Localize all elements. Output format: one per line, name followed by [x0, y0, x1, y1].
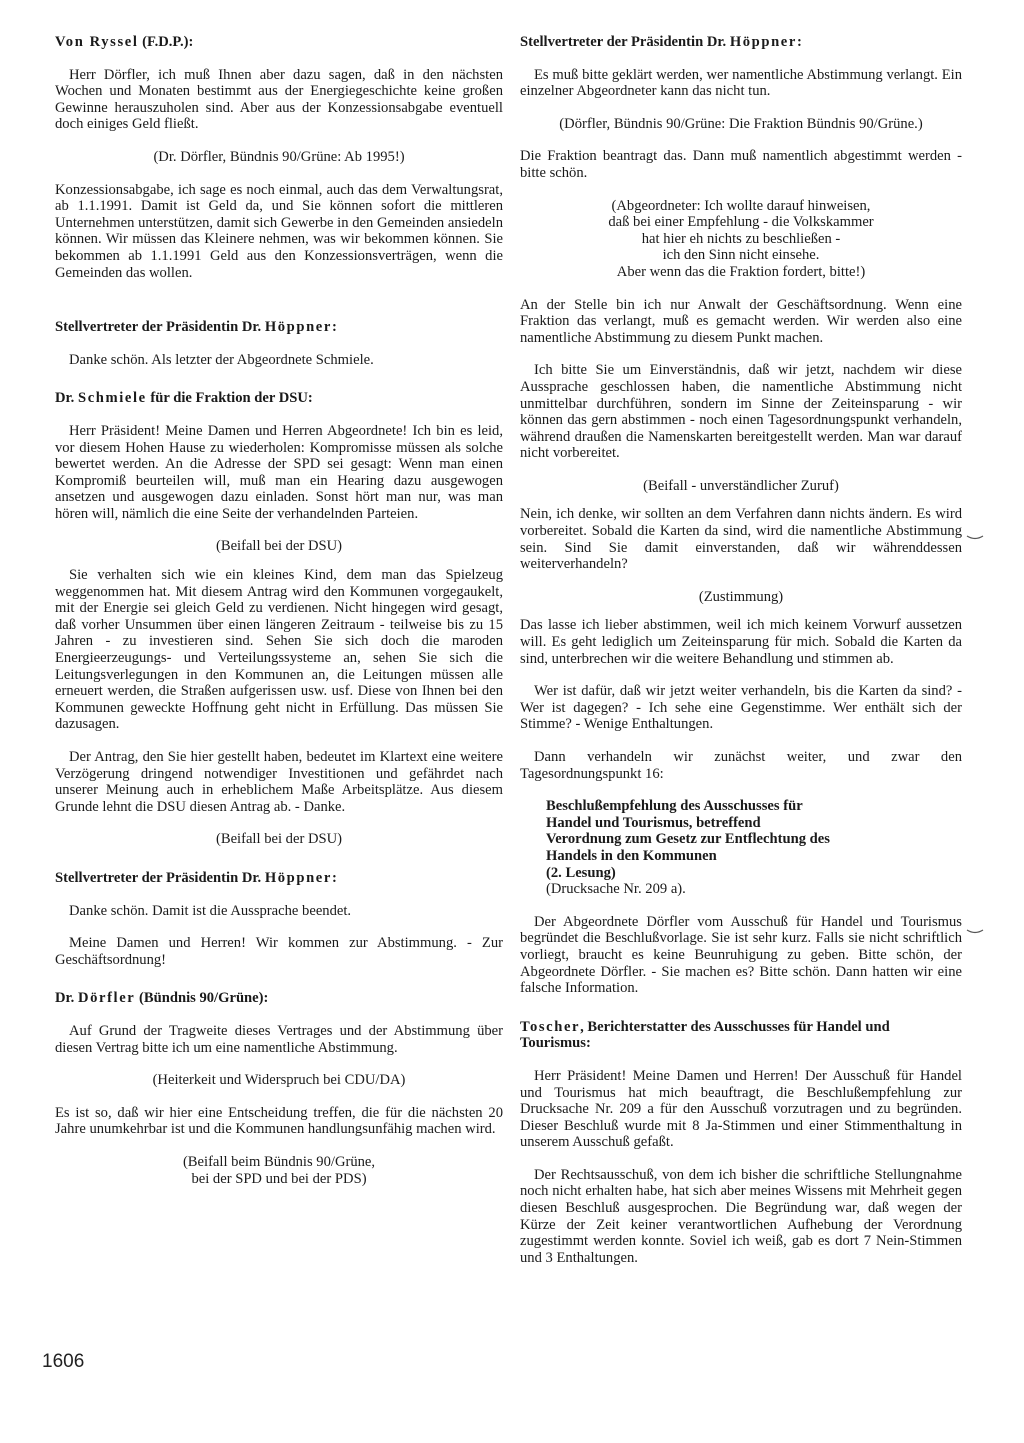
paragraph: Ich bitte Sie um Einverständnis, daß wir jetzt, nachdem wir diese Aussprache geschlossen haben, die namentliche Abstimmung nicht unmittelbar durchführen, sondern im Sinne der Zeiteinsparung - wir können das gern abstimmen - noch einen Tagesordnungspunkt verhandeln, während draußen die Namenskarten bereitgestellt werden. Man war darauf nicht vorbereitet.	[520, 362, 962, 462]
paragraph: Der Abgeordnete Dörfler vom Ausschuß für Handel und Tourismus begründet die Beschlußvorlage. Sie ist sehr kurz. Falls sie nicht schriftlich vorliegt, braucht es keine Beunruhigung zu geben. Bitte schön, der Abgeordnete Dörfler. - Sie machen es? Bitte schön. Dann hatten wir eine falsche Information.	[520, 913, 962, 997]
agenda-item	[546, 798, 962, 898]
paragraph: An der Stelle bin ich nur Anwalt der Geschäftsordnung. Wenn eine Fraktion das verlangt, muß es gemacht werden. Wir werden also eine namentliche Abstimmung zu diesem Punkt machen.	[520, 296, 962, 346]
interjection-line: daß bei einer Empfehlung - die Volkskammer	[608, 214, 874, 231]
paragraph: Danke schön. Damit ist die Aussprache beendet.	[69, 902, 352, 919]
paragraph: Herr Präsident! Meine Damen und Herren! Der Ausschuß für Handel und Tourismus hat mich beauftragt, die Beschlußempfehlung zur Drucksache Nr. 209 a für den Ausschuß vorzutragen und zu begründen. Dieser Beschluß wurde mit 8 Ja-Stimmen und einer Stimmenthaltung in unserem Ausschuß gefaßt.	[520, 1067, 962, 1151]
interjection: (Dr. Dörfler, Bündnis 90/Grüne: Ab 1995!)	[153, 148, 405, 165]
paragraph: Es muß bitte geklärt werden, wer namentliche Abstimmung verlangt. Ein einzelner Abgeordneter kann das nicht tun.	[520, 66, 962, 100]
agenda-line: Verordnung zum Gesetz zur Entflechtung des	[546, 831, 830, 848]
paragraph: Dann verhandeln wir zunächst weiter, und zwar den Tagesordnungspunkt 16:	[520, 749, 962, 782]
interjection: (Zustimmung)	[698, 588, 784, 605]
paragraph: Herr Präsident! Meine Damen und Herren Abgeordnete! Ich bin es leid, vor diesem Hohen Hause zu wiederholen: Kompromisse müssen als solche bewertet werden. An die Adresse der SPD sei gesagt: Wenn man einen Kompromiß beurteilen will, muß man ein Hearing dazu ausgewogen ansetzen und ausgewogen dazu einladen. Sonst hört man nur, was man hören will, nämlich die eine Seite der verhandelnden Parteien.	[55, 422, 503, 522]
paragraph: Auf Grund der Tragweite dieses Vertrages und der Abstimmung über diesen Vertrag bitte ich um eine namentliche Abstimmung.	[55, 1022, 503, 1056]
paragraph: Es ist so, daß wir hier eine Entscheidung treffen, die für die nächsten 20 Jahre unumkehrbar ist und die Kommunen handlungsunfähig machen wird.	[55, 1104, 503, 1138]
paragraph: Die Fraktion beantragt das. Dann muß namentlich abgestimmt werden - bitte schön.	[520, 148, 962, 181]
right-column	[520, 34, 962, 1266]
interjection: (Dörfler, Bündnis 90/Grüne: Die Fraktion Bündnis 90/Grüne.)	[559, 115, 923, 132]
interjection-line: hat hier eh nichts zu beschließen -	[641, 230, 841, 247]
speaker-heading: Von Ryssel (F.D.P.):	[55, 34, 194, 50]
paragraph: Der Antrag, den Sie hier gestellt haben, bedeutet im Klartext eine weitere Verzögerung dringend notwendiger Investitionen und gefährdet nach unserer Meinung auch in erheblichem Maße Arbeitsplätze. Aus diesem Grunde lehnt die DSU diesen Antrag ab. - Danke.	[55, 749, 503, 815]
agenda-reference: (Drucksache Nr. 209 a).	[546, 881, 686, 898]
interjection-line: bei der SPD und bei der PDS)	[191, 1170, 367, 1187]
interjection: (Beifall - unverständlicher Zuruf)	[643, 477, 839, 494]
paragraph: Herr Dörfler, ich muß Ihnen aber dazu sagen, daß in den nächsten Wochen und Monaten bestimmt aus der Energiegeschichte keine großen Gewinne herauszuholen sind. Aber aus der Konzessionsabgabe eventuell doch einiges Geld fließt.	[55, 66, 503, 133]
margin-mark	[966, 928, 984, 936]
speaker-heading: Stellvertreter der Präsidentin Dr. Höppner:	[520, 34, 802, 50]
paragraph: Wer ist dafür, daß wir jetzt weiter verhandeln, bis die Karten da sind? - Wer ist dagegen? - Ich sehe eine Gegenstimme. Wer enthält sich der Stimme? - Wenige Enthaltungen.	[520, 683, 962, 733]
speaker-heading: Stellvertreter der Präsidentin Dr. Höppner:	[55, 869, 337, 886]
speaker-heading: Toscher, Berichterstatter des Ausschusses für Handel und Tourismus:	[520, 1018, 890, 1052]
paragraph: Sie verhalten sich wie ein kleines Kind, dem man das Spielzeug weggenommen hat. Mit diesem Antrag wird den Kommunen vorgegaukelt, mit der Energie sei gleich Geld zu verdienen. Nicht hingegen wird gesagt, daß vorher Unsummen über einen längeren Zeitraum - teilweise bis zu 15 Jahren - zu investieren sind. Sehen Sie sich doch die maroden Energieerzeugungs- und Verteilungssysteme an, sehen Sie sich die Leitungsverlegungen in den Kommunen an, die Leitungen müssen alle erneuert werden, die Straßen aufgerissen usw. usf. Diese von Ihnen bei den Kommunen geweckte Hoffnung geht nicht in Erfüllung. Das müssen Sie dazusagen.	[55, 567, 503, 733]
interjection-line: (Abgeordneter: Ich wollte darauf hinweisen,	[611, 197, 871, 214]
agenda-line: (2. Lesung)	[546, 864, 616, 881]
paragraph: Konzessionsabgabe, ich sage es noch einmal, auch das dem Verwaltungsrat, ab 1.1.1991. Damit ist Geld da, und Sie können sofort die mittleren Unternehmen unterstützen, damit sich Gewerbe in den Gemeinden ansiedeln können. Wir müssen das Kleinere nehmen, was wir bekommen können. Sie bekommen ab 1.1.1991 Geld aus den Konzessionsverträgen, wenn die Gemeinden das wollen.	[55, 181, 503, 281]
interjection-line: Aber wenn das die Fraktion fordert, bitte!)	[616, 263, 866, 280]
agenda-line: Handel und Tourismus, betreffend	[546, 814, 761, 831]
left-column	[55, 34, 503, 1187]
interjection-line: (Beifall beim Bündnis 90/Grüne,	[182, 1153, 376, 1170]
paragraph: Nein, ich denke, wir sollten an dem Verfahren dann nichts ändern. Es wird vorbereitet. Sobald die Karten da sind, wird die namentliche Abstimmung sein. Sind Sie damit einverstanden, daß wir währenddessen weiterverhandeln?	[520, 506, 962, 573]
interjection: (Beifall bei der DSU)	[215, 538, 343, 555]
margin-mark	[966, 534, 984, 542]
agenda-line: Beschlußempfehlung des Ausschusses für	[546, 798, 803, 815]
speaker-heading: Dr. Dörfler (Bündnis 90/Grüne):	[55, 990, 269, 1007]
page-number: 1606	[42, 1351, 85, 1372]
paragraph: Der Rechtsausschuß, von dem ich bisher die schriftliche Stellungnahme noch nicht erhalten habe, hat sich aber meines Wissens mit Mehrheit gegen diesen Beschluß ausgesprochen. Die Begründung war, daß wegen der Kürze der Zeit keiner verantwortlichen Aufhebung der Verordnung zugestimmt werden konnte. Soviel ich weiß, gab es dort 7 Nein-Stimmen und 3 Enthaltungen.	[520, 1166, 962, 1266]
interjection: (Heiterkeit und Widerspruch bei CDU/DA)	[152, 1072, 406, 1089]
paragraph: Danke schön. Als letzter der Abgeordnete Schmiele.	[69, 351, 374, 368]
interjection: (Beifall bei der DSU)	[215, 831, 343, 848]
speaker-heading: Stellvertreter der Präsidentin Dr. Höppner:	[55, 319, 337, 336]
interjection-line: ich den Sinn nicht einsehe.	[662, 247, 820, 264]
paragraph: Das lasse ich lieber abstimmen, weil ich mich keinem Vorwurf aussetzen will. Es geht lediglich um Zeiteinsparung für mich. Sobald die Karten da sind, unterbrechen wir die weitere Behandlung und stimmen ab.	[520, 617, 962, 667]
paragraph: Meine Damen und Herren! Wir kommen zur Abstimmung. - Zur Geschäftsordnung!	[55, 935, 503, 968]
speaker-heading: Dr. Schmiele für die Fraktion der DSU:	[55, 390, 313, 407]
agenda-line: Handels in den Kommunen	[546, 847, 717, 864]
